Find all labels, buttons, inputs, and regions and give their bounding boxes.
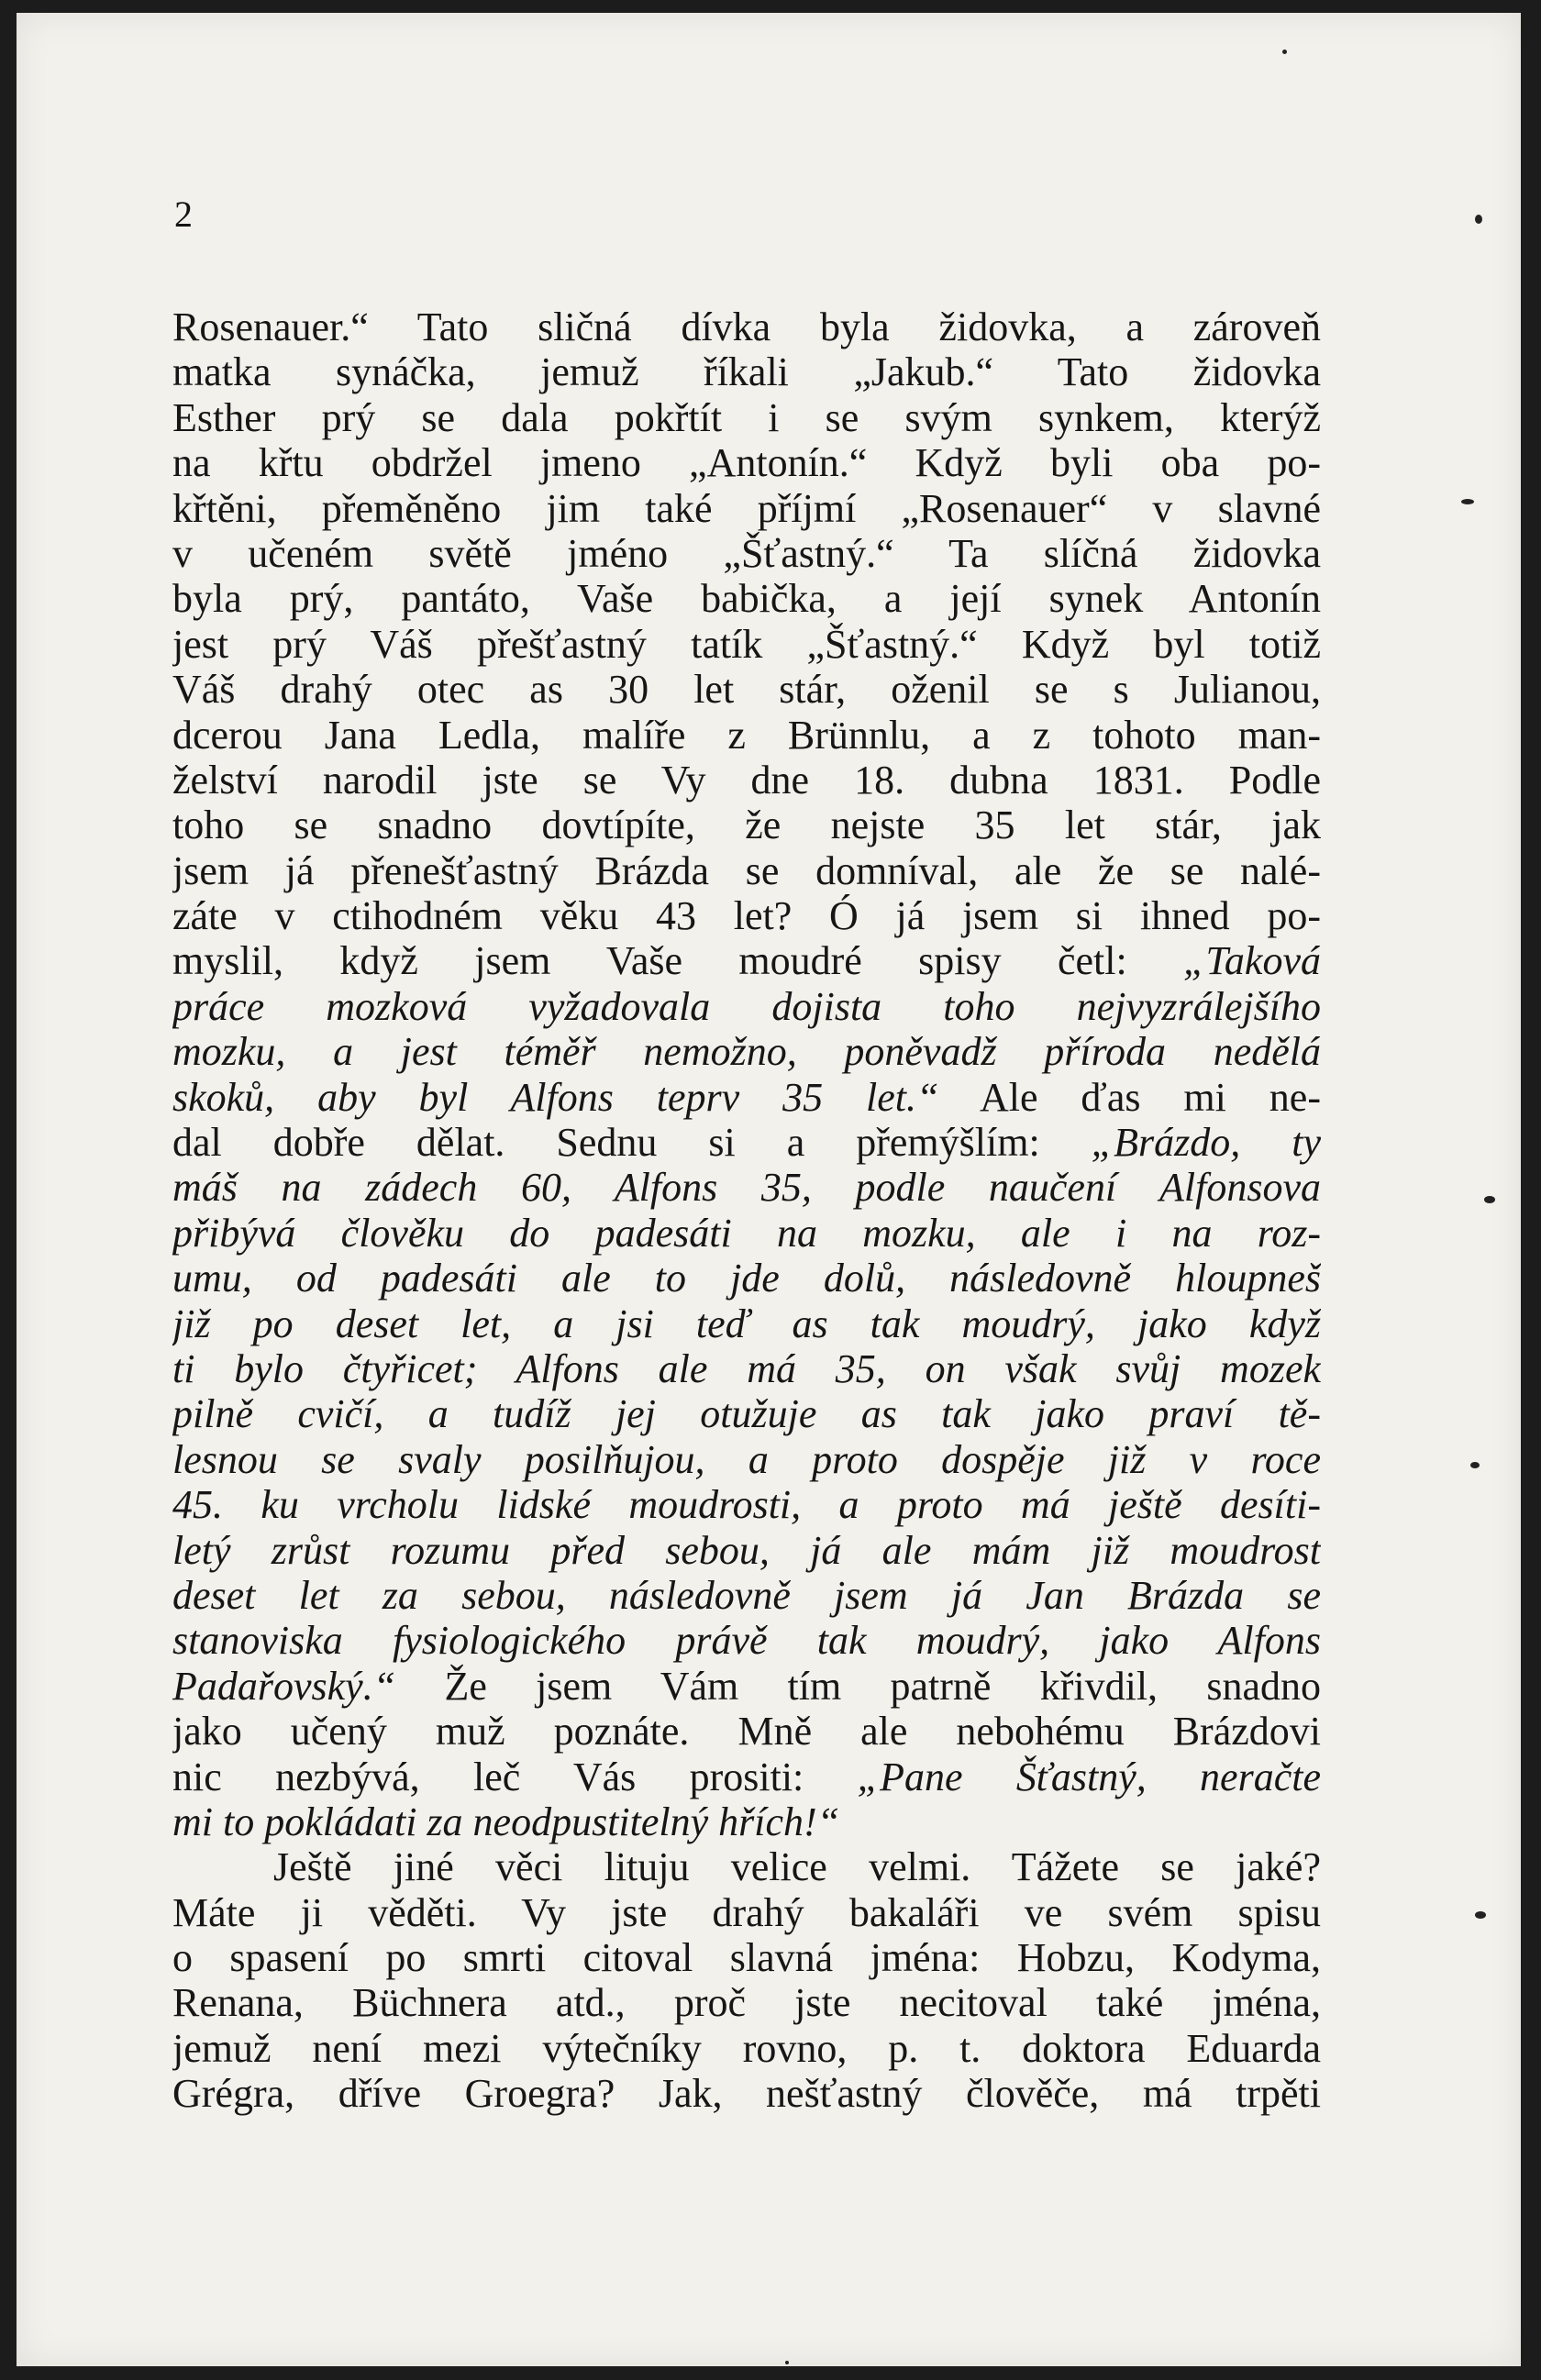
text-line bbox=[172, 1301, 1321, 1346]
text-segment: Váš drahý otec as 30 let stár, oženil se s Julianou, bbox=[172, 667, 1321, 713]
text-segment: toho se snadno dovtípíte, že nejste 35 let stár, jak bbox=[172, 803, 1321, 848]
text-segment: záte v ctihodném věku 43 let? Ó já jsem si ihned po- bbox=[172, 893, 1321, 939]
text-line bbox=[172, 1799, 1321, 1844]
text-line bbox=[172, 1211, 1321, 1256]
print-speck bbox=[1461, 499, 1474, 504]
print-speck bbox=[1475, 215, 1482, 224]
text-line bbox=[172, 622, 1321, 667]
page-number: 2 bbox=[174, 194, 193, 235]
text-line bbox=[172, 848, 1321, 893]
text-line bbox=[172, 349, 1321, 394]
text-segment: o spasení po smrti citoval slavná jména: Hobzu, Kodyma, bbox=[172, 1935, 1321, 1981]
text-line bbox=[172, 984, 1321, 1029]
italic-text-segment: Padařovský.“ bbox=[172, 1663, 396, 1709]
text-line bbox=[172, 1346, 1321, 1391]
italic-text-segment: letý zrůst rozumu před sebou, já ale mám již moudrost bbox=[172, 1527, 1321, 1573]
italic-text-segment: pilně cvičí, a tudíž jej otužuje as tak jako praví tě- bbox=[172, 1391, 1321, 1437]
text-segment: Ještě jiné věci lituju velice velmi. Tážete se jaké? bbox=[273, 1844, 1321, 1890]
text-line bbox=[172, 1664, 1321, 1709]
print-speck bbox=[785, 2361, 789, 2364]
text-line bbox=[172, 1437, 1321, 1482]
italic-text-segment: mi to pokládati za neodpustitelný hřích!“ bbox=[172, 1799, 840, 1844]
text-segment: Máte ji věděti. Vy jste drahý bakaláři ve svém spisu bbox=[172, 1889, 1321, 1935]
text-line bbox=[172, 1980, 1321, 2025]
text-line bbox=[172, 938, 1321, 983]
text-line bbox=[172, 1165, 1321, 1210]
text-line bbox=[172, 803, 1321, 847]
text-segment: matka synáčka, jemuž říkali „Jakub.“ Tato židovka bbox=[172, 349, 1321, 395]
text-line bbox=[172, 1844, 1321, 1889]
italic-text-segment: „Pane Šťastný, neračte bbox=[857, 1754, 1321, 1799]
text-segment: na křtu obdržel jmeno „Antonín.“ Když byli oba po- bbox=[172, 440, 1321, 486]
text-segment: byla prý, pantáto, Vaše babička, a její synek Antonín bbox=[172, 576, 1321, 622]
text-segment: v učeném světě jméno „Šťastný.“ Ta slíčná židovka bbox=[172, 530, 1321, 576]
italic-text-segment: práce mozková vyžadovala dojista toho nejvyzrálejšího bbox=[172, 983, 1321, 1029]
text-segment: Renana, Büchnera atd., proč jste necitoval také jména, bbox=[172, 1980, 1321, 2026]
text-segment: jest prý Váš přešťastný tatík „Šťastný.“ Když byl totiž bbox=[172, 621, 1321, 667]
italic-text-segment: stanoviska fysiologického právě tak moudrý, jako Alfons bbox=[172, 1618, 1321, 1664]
italic-text-segment: máš na zádech 60, Alfons 35, podle naučení Alfonsova bbox=[172, 1165, 1321, 1211]
text-line bbox=[172, 486, 1321, 531]
text-segment: jsem já přenešťastný Brázda se domníval, ale že se nalé- bbox=[172, 847, 1321, 893]
text-line bbox=[172, 1029, 1321, 1074]
text-line bbox=[172, 1120, 1321, 1165]
text-segment: nic nezbývá, leč Vás prositi: bbox=[172, 1754, 858, 1799]
text-line bbox=[172, 1075, 1321, 1120]
italic-text-segment: „Brázdo, ty bbox=[1091, 1120, 1321, 1166]
text-line bbox=[172, 713, 1321, 758]
text-line bbox=[172, 1573, 1321, 1618]
text-line bbox=[172, 576, 1321, 621]
text-line bbox=[172, 1618, 1321, 1663]
text-segment: jemuž není mezi výtečníky rovno, p. t. doktora Eduarda bbox=[172, 2025, 1321, 2071]
text-line bbox=[172, 667, 1321, 712]
text-segment: jako učený muž poznáte. Mně ale nebohému Brázdovi bbox=[172, 1709, 1321, 1755]
text-line bbox=[172, 1890, 1321, 1935]
text-line bbox=[172, 758, 1321, 803]
text-segment: Esther prý se dala pokřtít i se svým synkem, kterýž bbox=[172, 394, 1321, 440]
italic-text-segment: ti bylo čtyřicet; Alfons ale má 35, on však svůj mozek bbox=[172, 1345, 1321, 1391]
text-segment: Rosenauer.“ Tato sličná dívka byla židovka, a zároveň bbox=[172, 304, 1321, 349]
italic-text-segment: „Taková bbox=[1183, 938, 1321, 984]
text-line bbox=[172, 2026, 1321, 2071]
text-line bbox=[172, 1935, 1321, 1980]
book-page bbox=[17, 13, 1521, 2366]
text-line bbox=[172, 1709, 1321, 1754]
text-line bbox=[172, 1755, 1321, 1799]
text-segment: Že jsem Vám tím patrně křivdil, snadno bbox=[395, 1663, 1321, 1709]
text-line bbox=[172, 2071, 1321, 2116]
text-line bbox=[172, 1391, 1321, 1436]
print-speck bbox=[1470, 1462, 1480, 1468]
text-segment: křtěni, přeměněno jim také příjmí „Rosenauer“ v slavné bbox=[172, 485, 1321, 531]
text-segment: Grégra, dříve Groegra? Jak, nešťastný člověče, má trpěti bbox=[172, 2071, 1321, 2117]
print-speck bbox=[1282, 50, 1287, 54]
print-speck bbox=[1484, 1196, 1495, 1203]
text-line bbox=[172, 893, 1321, 938]
text-segment: dal dobře dělat. Sednu si a přemýšlím: bbox=[172, 1120, 1092, 1166]
body-text bbox=[172, 304, 1321, 2117]
text-segment: dcerou Jana Ledla, malíře z Brünnlu, a z tohoto man- bbox=[172, 712, 1321, 758]
text-segment: Ale ďas mi ne- bbox=[938, 1074, 1321, 1120]
italic-text-segment: umu, od padesáti ale to jde dolů, následovně hloupneš bbox=[172, 1256, 1321, 1301]
italic-text-segment: již po deset let, a jsi teď as tak moudrý, jako když bbox=[172, 1301, 1321, 1346]
text-line bbox=[172, 1482, 1321, 1527]
text-line bbox=[172, 395, 1321, 440]
italic-text-segment: mozku, a jest téměř nemožno, poněvadž příroda nedělá bbox=[172, 1029, 1321, 1075]
print-speck bbox=[1475, 1911, 1486, 1919]
text-line bbox=[172, 1256, 1321, 1301]
text-line bbox=[172, 1528, 1321, 1573]
italic-text-segment: přibývá člověku do padesáti na mozku, ale i na roz- bbox=[172, 1210, 1321, 1256]
text-line bbox=[172, 440, 1321, 485]
italic-text-segment: 45. ku vrcholu lidské moudrosti, a proto má ještě desíti- bbox=[172, 1482, 1321, 1528]
italic-text-segment: lesnou se svaly posilňujou, a proto dospěje již v roce bbox=[172, 1436, 1321, 1482]
italic-text-segment: deset let za sebou, následovně jsem já Jan Brázda se bbox=[172, 1572, 1321, 1618]
text-segment: želství narodil jste se Vy dne 18. dubna 1831. Podle bbox=[172, 757, 1321, 803]
italic-text-segment: skoků, aby byl Alfons teprv 35 let.“ bbox=[172, 1074, 939, 1120]
text-segment: myslil, když jsem Vaše moudré spisy četl: bbox=[172, 938, 1184, 984]
text-line bbox=[172, 304, 1321, 349]
text-line bbox=[172, 531, 1321, 576]
